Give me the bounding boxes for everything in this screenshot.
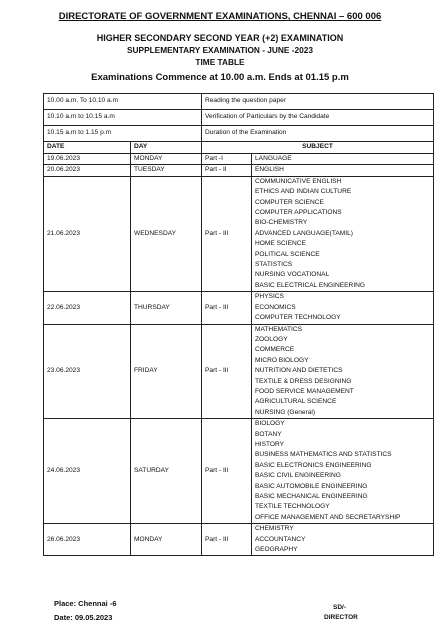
schedule-day: WEDNESDAY bbox=[131, 176, 202, 291]
subject-name: TEXTILE & DRESS DESIGNING bbox=[255, 377, 352, 385]
schedule-row bbox=[44, 165, 434, 176]
schedule-date: 19.06.2023 bbox=[44, 154, 131, 165]
schedule-day: THURSDAY bbox=[131, 292, 202, 324]
footer-place: Place: Chennai -6 bbox=[54, 599, 117, 608]
subject-name: BASIC MECHANICAL ENGINEERING bbox=[255, 493, 368, 500]
subject-name: ETHICS AND INDIAN CULTURE bbox=[255, 188, 352, 196]
schedule-date: 23.06.2023 bbox=[44, 324, 131, 419]
timing-row bbox=[44, 110, 434, 126]
subject-name: TEXTILE TECHNOLOGY bbox=[255, 503, 330, 511]
schedule-date: 22.06.2023 bbox=[44, 292, 131, 324]
subject-column-header: SUBJECT bbox=[202, 142, 434, 154]
timing-time: 10.15 a.m to 1.15 p.m bbox=[44, 126, 202, 142]
schedule-part: Part - III bbox=[202, 524, 252, 556]
subject-name: ENGLISH bbox=[255, 166, 284, 174]
timing-row bbox=[44, 94, 434, 110]
schedule-part: Part - III bbox=[202, 419, 252, 524]
schedule-day: SATURDAY bbox=[131, 419, 202, 524]
subject-name: COMPUTER TECHNOLOGY bbox=[255, 314, 341, 322]
subject-name: NURSING (General) bbox=[255, 408, 316, 416]
subject-name: GEOGRAPHY bbox=[255, 546, 298, 554]
subject-name: HISTORY bbox=[255, 440, 285, 448]
subject-name: COMPUTER APPLICATIONS bbox=[255, 209, 342, 217]
subject-name: BASIC ELECTRONICS ENGINEERING bbox=[255, 461, 372, 469]
schedule-part: Part -I bbox=[202, 154, 252, 165]
timing-activity: Verification of Particulars by the Candidate bbox=[202, 110, 434, 126]
schedule-day: FRIDAY bbox=[131, 324, 202, 419]
schedule-subjects bbox=[252, 292, 434, 324]
subject-name: CHEMISTRY bbox=[255, 525, 294, 533]
schedule-part: Part - III bbox=[202, 324, 252, 419]
schedule-subjects bbox=[252, 154, 434, 165]
schedule-day: MONDAY bbox=[131, 524, 202, 556]
schedule-date: 26.06.2023 bbox=[44, 524, 131, 556]
schedule-row bbox=[44, 524, 434, 556]
timing-activity: Reading the question paper bbox=[202, 94, 434, 110]
date-column-header: DATE bbox=[44, 142, 131, 154]
subject-name: ADVANCED LANGUAGE(TAMIL) bbox=[255, 229, 353, 237]
schedule-subjects bbox=[252, 419, 434, 524]
subject-name: BASIC CIVIL ENGINEERING bbox=[255, 472, 341, 480]
subject-name: BOTANY bbox=[255, 430, 282, 438]
schedule-row bbox=[44, 324, 434, 419]
schedule-subjects bbox=[252, 524, 434, 556]
exam-heading: HIGHER SECONDARY SECOND YEAR (+2) EXAMINATION bbox=[96, 33, 344, 43]
doc-type-heading: TIME TABLE bbox=[195, 57, 245, 67]
schedule-day: TUESDAY bbox=[131, 165, 202, 176]
column-header-row bbox=[44, 142, 434, 154]
subject-name: COMMUNICATIVE ENGLISH bbox=[255, 177, 342, 185]
schedule-day: MONDAY bbox=[131, 154, 202, 165]
subject-name: PHYSICS bbox=[255, 293, 284, 301]
day-column-header: DAY bbox=[131, 142, 202, 154]
subject-name: BIO-CHEMISTRY bbox=[255, 219, 308, 227]
subject-name: BASIC AUTOMOBILE ENGINEERING bbox=[255, 482, 368, 490]
subject-name: ACCOUNTANCY bbox=[255, 535, 306, 543]
schedule-row bbox=[44, 292, 434, 324]
footer-designation: DIRECTOR bbox=[324, 614, 358, 621]
subject-name: STATISTICS bbox=[255, 261, 293, 269]
timing-time: 10.10 a.m to 10.15 a.m bbox=[44, 110, 202, 126]
schedule-row bbox=[44, 176, 434, 291]
subject-name: OFFICE MANAGEMENT AND SECRETARYSHIP bbox=[255, 513, 401, 521]
subject-name: BASIC ELECTRICAL ENGINEERING bbox=[255, 281, 366, 289]
subject-name: MICRO BIOLOGY bbox=[255, 356, 309, 364]
timetable-body bbox=[44, 94, 434, 556]
footer-signature: SD/- bbox=[333, 604, 346, 611]
timing-row bbox=[44, 126, 434, 142]
schedule-row bbox=[44, 419, 434, 524]
subject-name: ECONOMICS bbox=[255, 303, 296, 311]
schedule-subjects bbox=[252, 324, 434, 419]
footer-date: Date: 09.05.2023 bbox=[54, 613, 113, 622]
schedule-date: 24.06.2023 bbox=[44, 419, 131, 524]
subject-name: LANGUAGE bbox=[255, 155, 292, 162]
timetable bbox=[43, 93, 434, 556]
subject-name: POLITICAL SCIENCE bbox=[255, 250, 320, 258]
subject-name: HOME SCIENCE bbox=[255, 240, 306, 248]
subject-name: FOOD SERVICE MANAGEMENT bbox=[255, 387, 354, 395]
timing-activity: Duration of the Examination bbox=[202, 126, 434, 142]
subject-name: AGRICULTURAL SCIENCE bbox=[255, 398, 337, 406]
schedule-subjects bbox=[252, 176, 434, 291]
subject-name: ZOOLOGY bbox=[255, 335, 288, 343]
subject-name: NUTRITION AND DIETETICS bbox=[255, 367, 343, 375]
session-heading: SUPPLEMENTARY EXAMINATION - JUNE -2023 bbox=[127, 45, 313, 55]
schedule-row bbox=[44, 154, 434, 165]
schedule-subjects bbox=[252, 165, 434, 176]
directorate-heading: DIRECTORATE OF GOVERNMENT EXAMINATIONS, CHENNAI – 600 006 bbox=[58, 11, 382, 22]
subject-name: COMPUTER SCIENCE bbox=[255, 198, 324, 206]
timing-time: 10.00 a.m. To 10.10 a.m bbox=[44, 94, 202, 110]
schedule-part: Part - II bbox=[202, 165, 252, 176]
schedule-part: Part - III bbox=[202, 292, 252, 324]
subject-name: COMMERCE bbox=[255, 346, 295, 354]
subject-name: MATHEMATICS bbox=[255, 325, 303, 333]
schedule-part: Part - III bbox=[202, 176, 252, 291]
subject-name: BUSINESS MATHEMATICS AND STATISTICS bbox=[255, 451, 392, 459]
schedule-date: 20.06.2023 bbox=[44, 165, 131, 176]
subject-name: NURSING VOCATIONAL bbox=[255, 271, 330, 279]
commence-heading: Examinations Commence at 10.00 a.m. Ends at 01.15 p.m bbox=[91, 72, 349, 83]
subject-name: BIOLOGY bbox=[255, 420, 285, 428]
schedule-date: 21.06.2023 bbox=[44, 176, 131, 291]
